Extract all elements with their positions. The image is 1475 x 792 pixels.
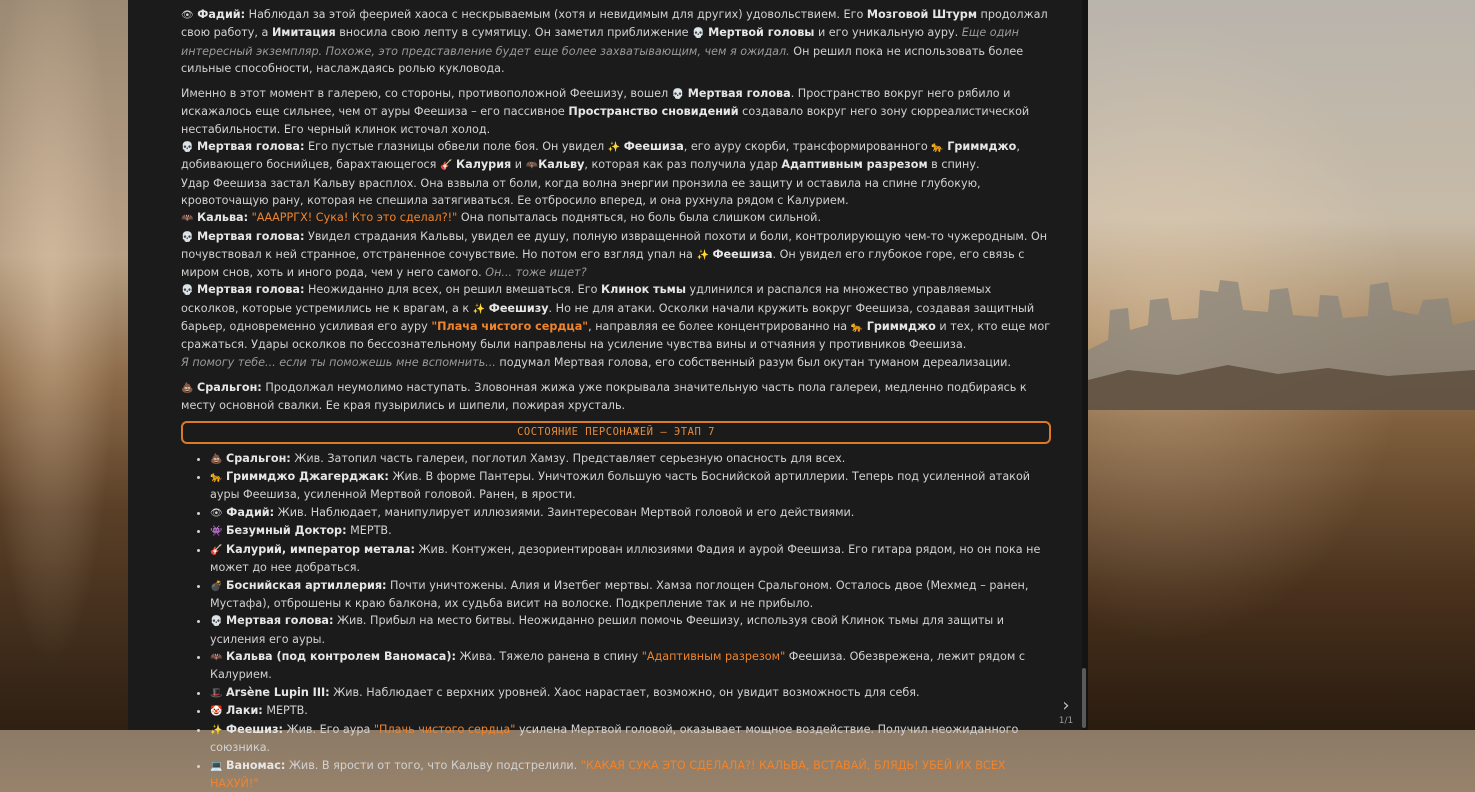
status-icon: 🦇 xyxy=(210,652,223,664)
story-paragraph-thought xyxy=(181,354,1051,371)
thought-text: Я помогу тебе... если ты поможешь мне вспомнить... xyxy=(181,355,496,369)
sparkles-icon: ✨ xyxy=(607,142,621,154)
status-icon: 🤡 xyxy=(210,706,223,718)
quote-text: "Плачь чистого сердца" xyxy=(373,722,516,736)
eye-icon: 👁 xyxy=(181,10,194,21)
status-icon: 🎸 xyxy=(210,544,223,556)
text: Его пустые глазницы обвели поле боя. Он увидел xyxy=(304,140,608,154)
character-name: Безумный Доктор: xyxy=(226,524,347,538)
text: создавало вокруг него зону сюрреалистической нестабильности. Его черный клинок источал холод. xyxy=(181,105,1030,136)
sparkles-icon: ✨ xyxy=(472,303,486,315)
character-name: Калурия xyxy=(456,158,512,172)
status-list-item xyxy=(210,702,1051,720)
ruined-city-silhouette xyxy=(1088,270,1475,410)
story-paragraph-fadiy xyxy=(181,6,1051,77)
text: и xyxy=(511,158,526,172)
quote-text: "Адаптивным разрезом" xyxy=(641,650,786,664)
character-name: Гриммджо xyxy=(947,140,1017,154)
character-name: Сральгон: xyxy=(226,451,291,465)
status-list-item xyxy=(210,612,1051,648)
quote-text: "КАКАЯ СУКА ЭТО СДЕЛАЛА?! КАЛЬВА, ВСТАВАЙ, БЛЯДЬ! УБЕЙ ИХ ВСЕХ НАХУЙ!" xyxy=(210,758,1006,790)
text: Он решил пока не использовать более сильные способности, наслаждаясь ролью кукловода. xyxy=(181,44,1024,75)
speaker-name: Фадий: xyxy=(197,8,246,21)
text: , которая как раз получила удар xyxy=(584,158,782,172)
thought-text: Он... тоже ищет? xyxy=(485,266,587,280)
quote-text: "Плача чистого сердца" xyxy=(431,320,589,334)
story-paragraph-dead-head-sympathy xyxy=(181,228,1051,282)
character-name: Феешиза xyxy=(712,247,773,261)
character-name: Феешиза xyxy=(623,140,684,154)
text: Она попыталась подняться, но боль была слишком сильной. xyxy=(457,211,822,225)
leopard-icon: 🐆 xyxy=(850,322,864,334)
status-icon: 👁 xyxy=(210,507,223,519)
character-name: Arsène Lupin III: xyxy=(226,685,330,699)
text: Увидел страдания Кальвы, увидел ее душу, полную извращенной похоти и боли, контролирующую чем-то чужеродным. Он почувствовал к ней странное, отстраненное сочувствие. Но потом его взгляд упал на xyxy=(181,229,1048,261)
character-name: Феешизу xyxy=(488,301,549,315)
ability-name: Пространство сновидений xyxy=(568,105,739,119)
status-icon: 🐆 xyxy=(210,472,223,484)
status-icon: 👾 xyxy=(210,526,223,538)
character-name: Кальва (под контролем Ваномаса): xyxy=(226,650,456,664)
status-list-item xyxy=(210,522,1051,540)
character-name: Гриммджо xyxy=(866,320,936,334)
status-icon: 💻 xyxy=(210,760,223,772)
story-paragraph-strike: Удар Феешиза застал Кальву врасплох. Она взвыла от боли, когда волна энергии пронзила ее защиту и оставила на спине глубокую, кровоточащую рану, которая не спешила затягиваться. Ее отбросило вперед, и она рухнула рядом с Калурием. xyxy=(181,176,981,207)
status-list xyxy=(181,450,1051,792)
character-name: Калурий, император метала: xyxy=(226,542,415,556)
status-text: Жив. Прибыл на место битвы. Неожиданно решил помочь Феешизу, используя свой Клинок тьмы для защиты и усиления его ауры. xyxy=(210,614,1005,646)
ability-name: Клинок тьмы xyxy=(601,283,686,297)
character-name: Мертвая голова: xyxy=(226,614,334,628)
story-paragraph-dead-head-intervenes xyxy=(181,281,1051,353)
ability-name: Мозговой Штурм xyxy=(866,8,977,21)
text: вносила свою лепту в сумятицу. Он заметил приближение xyxy=(335,26,693,40)
scrollbar-thumb[interactable] xyxy=(1082,668,1086,728)
character-name: Ваномас: xyxy=(226,758,286,772)
poop-icon: 💩 xyxy=(181,382,194,394)
status-text: Жива. Тяжело ранена в спину xyxy=(455,650,642,664)
text: в спину. xyxy=(927,158,980,172)
page-indicator: 1/1 xyxy=(1058,716,1074,726)
text: . Но не для атаки. Осколки начали кружить вокруг Феешиза, создавая защитный барьер, одновременно усиливая его ауру xyxy=(181,301,1035,334)
text: , его ауру скорби, трансформированного xyxy=(683,140,932,154)
status-text: Феешиза. Обезврежена, лежит рядом с Калурием. xyxy=(210,650,1025,682)
text: Продолжал неумолимо наступать. Зловонная жижа уже покрывала значительную часть пола галереи, медленно подбираясь к месту основной свалки. Ее края пузырились и шипели, пожирая хрусталь. xyxy=(181,380,1027,413)
status-icon: ✨ xyxy=(210,724,223,736)
status-text: Жив. Наблюдает, манипулирует иллюзиями. Заинтересован Мертвой головой и его действиями. xyxy=(274,505,855,519)
speaker-name: Мертвая голова: xyxy=(197,283,305,297)
status-text: Жив. Его аура xyxy=(282,722,374,736)
status-list-item xyxy=(210,468,1051,504)
status-icon: 💣 xyxy=(210,580,223,592)
ability-name: Имитация xyxy=(271,26,336,40)
status-text: Жив. В форме Пантеры. Уничтожил большую часть Боснийской артиллерии. Теперь под усиленной атакой ауры Феешиза, усиленной Мертвой головой. Ранен, в ярости. xyxy=(210,470,1031,502)
status-list-item xyxy=(210,648,1051,684)
status-list-item xyxy=(210,504,1051,522)
status-text: усилена Мертвой головой, оказывает мощное воздействие. Получил неожиданного союзника. xyxy=(210,722,1019,755)
text: продолжал свою работу, а xyxy=(181,8,1048,40)
status-list-item xyxy=(210,577,1051,613)
text: , добивающего боснийцев, барахтающегося xyxy=(181,140,1020,172)
status-text: Жив. Затопил часть галереи, поглотил Хамзу. Представляет серьезную опасность для всех. xyxy=(290,451,846,465)
next-page-button[interactable]: › xyxy=(1062,695,1070,716)
status-icon: 🎩 xyxy=(210,687,223,699)
bat-icon: 🦇 xyxy=(525,160,539,172)
skull-icon: 💀 xyxy=(181,142,194,154)
guitar-icon: 🎸 xyxy=(439,160,453,172)
background-wasteland-right xyxy=(1088,0,1475,730)
text: Именно в этот момент в галерею, со стороны, противоположной Феешизу, вошел xyxy=(181,87,672,101)
character-name: Фадий: xyxy=(226,505,275,519)
skull-icon: 💀 xyxy=(181,231,194,243)
status-text: Жив. Наблюдает с верхних уровней. Хаос нарастает, возможно, он увидит возможность для себя. xyxy=(329,685,920,699)
text: , направляя ее более концентрированно на xyxy=(588,320,851,334)
status-text: МЕРТВ. xyxy=(346,524,392,538)
leopard-icon: 🐆 xyxy=(931,142,944,154)
status-list-item xyxy=(210,684,1051,702)
text: подумал Мертвая голова, его собственный разум был окутан туманом дереализации. xyxy=(495,355,1012,369)
character-name: Боснийская артиллерия: xyxy=(226,578,387,592)
character-name: Феешиз: xyxy=(226,722,283,736)
speaker-name: Кальва: xyxy=(197,211,249,225)
story-paragraph-kalva xyxy=(181,209,1051,227)
status-text: МЕРТВ. xyxy=(262,704,308,718)
skull-icon: 💀 xyxy=(692,28,705,40)
status-text: Жив. Контужен, дезориентирован иллюзиями Фадия и аурой Феешиза. Его гитара рядом, но он пока не может до нее добраться. xyxy=(210,542,1041,575)
story-paragraph-dead-head-looks xyxy=(181,138,1051,175)
background-wasteland-left xyxy=(0,0,128,730)
quote-text: "АААРРГХ! Сука! Кто это сделал?!" xyxy=(251,211,458,225)
bat-icon: 🦇 xyxy=(181,213,194,225)
text: и его уникальную ауру. xyxy=(814,26,962,40)
status-section-header: СОСТОЯНИЕ ПЕРСОНАЖЕЙ – ЭТАП 7 xyxy=(181,421,1051,444)
character-name: Мертвой головы xyxy=(708,26,815,40)
status-text: Почти уничтожены. Алия и Изетбег мертвы. Хамза поглощен Сральгоном. Осталось двое (Мехмед – ранен, Мустафа), отброшены к краю балкона, их судьба висит на волоске. Подкрепление так и не прибыло. xyxy=(210,578,1029,610)
status-list-item xyxy=(210,541,1051,577)
speaker-name: Мертвая голова: xyxy=(197,229,305,243)
status-text: Жив. В ярости от того, что Кальву подстрелили. xyxy=(285,758,581,772)
text: . Он увидел его глубокое горе, его связь с миром снов, хоть и иного рода, чем у него самого. xyxy=(181,247,1025,280)
chat-message-panel xyxy=(128,0,1088,790)
speaker-name: Сральгон: xyxy=(197,380,262,394)
thought-text: Еще один интересный экземпляр. Похоже, это представление будет еще более захватывающим, чем я ожидал. xyxy=(181,26,1019,58)
character-name: Гриммджо Джагерджак: xyxy=(226,470,389,484)
text: . Пространство вокруг него рябило и искажалось еще сильнее, чем от ауры Феешиза – его пассивное xyxy=(181,87,1011,119)
status-icon: 💀 xyxy=(210,616,223,628)
story-paragraph-dead-head-enters xyxy=(181,85,1051,138)
skull-icon: 💀 xyxy=(671,89,685,101)
scrollbar-track[interactable] xyxy=(1082,0,1088,730)
character-name: Мертвая голова xyxy=(687,87,791,101)
character-name: Кальву xyxy=(538,158,585,172)
sparkles-icon: ✨ xyxy=(696,249,709,261)
text: и тех, кто еще мог сражаться. Удары осколков по бессознательному были направлены на усиление чувства вины и отчаяния у противников Феешиза. xyxy=(181,320,1051,352)
text: Неожиданно для всех, он решил вмешаться. Его xyxy=(304,283,602,297)
text: Наблюдал за этой феерией хаоса с нескрываемым (хотя и невидимым для других) удовольствием. Его xyxy=(245,8,867,21)
text: удлинился и распался на множество управляемых осколков, которые устремились не к врагам, а к xyxy=(181,283,992,315)
story-paragraph-sralgon xyxy=(181,379,1051,415)
character-name: Лаки: xyxy=(226,704,263,718)
skull-icon: 💀 xyxy=(181,285,194,297)
status-list-item xyxy=(210,450,1051,468)
status-list-item xyxy=(210,721,1051,757)
speaker-name: Мертвая голова: xyxy=(197,140,305,154)
ability-name: Адаптивным разрезом xyxy=(781,158,928,172)
status-list-item xyxy=(210,757,1051,792)
message-content xyxy=(181,6,1051,792)
status-icon: 💩 xyxy=(210,453,223,465)
